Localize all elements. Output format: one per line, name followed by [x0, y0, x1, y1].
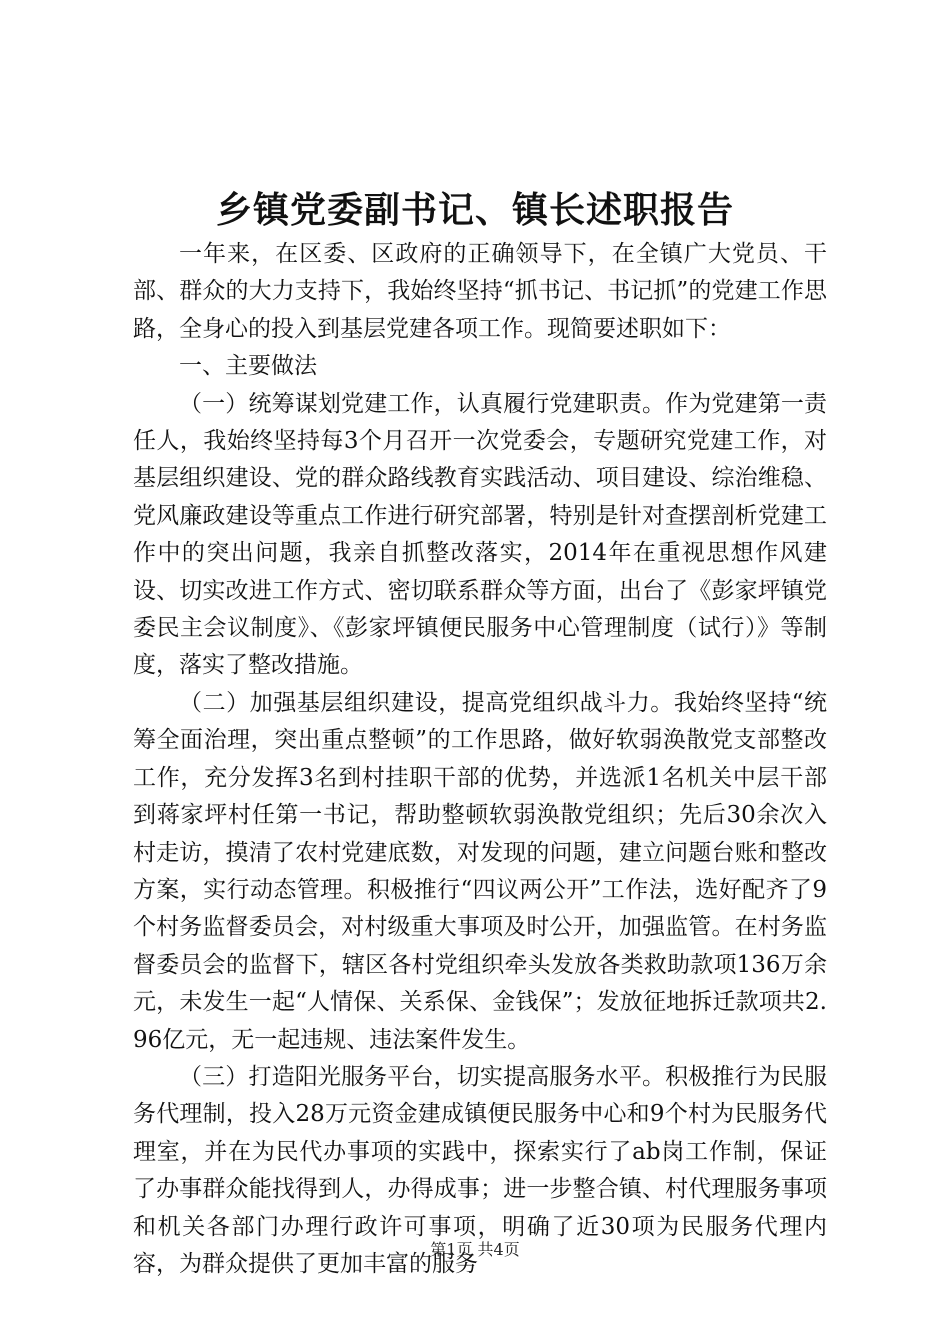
paragraph-item-2: （二）加强基层组织建设，提高党组织战斗力。我始终坚持“统筹全面治理，突出重点整顿”的工作思路，做好软弱涣散党支部整改工作，充分发挥3名到村挂职干部的优势，并选派1名机关中层干部到蒋家坪村任第一书记，帮助整顿软弱涣散党组织；先后30余次入村走访，摸清了农村党建底数，对发现的问题，建立问题台账和整改方案，实行动态管理。积极推行“四议两公开”工作法，选好配齐了9个村务监督委员会，对村级重大事项及时公开，加强监管。在村务监督委员会的监督下，辖区各村党组织牵头发放各类救助款项136万余元，未发生一起“人情保、关系保、金钱保”；发放征地拆迁款项共2.96亿元，无一起违规、违法案件发生。 — [133, 689, 827, 1053]
document-body — [133, 236, 827, 1283]
document-title: 乡镇党委副书记、镇长述职报告 — [215, 189, 734, 231]
page-footer: 第1页 共4页 — [430, 1240, 520, 1259]
paragraph-item-3: （三）打造阳光服务平台，切实提高服务水平。积极推行为民服务代理制，投入28万元资金建成镇便民服务中心和9个村为民服务代理室，并在为民代办事项的实践中，探索实行了ab岗工作制，保证了办事群众能找得到人，办得成事；进一步整合镇、村代理服务事项和机关各部门办理行政许可事项，明确了近30项为民服务代理内容，为群众提供了更加丰富的服务 — [133, 1063, 827, 1277]
intro-paragraph: 一年来，在区委、区政府的正确领导下，在全镇广大党员、干部、群众的大力支持下，我始终坚持“抓书记、书记抓”的党建工作思路，全身心的投入到基层党建各项工作。现简要述职如下： — [133, 241, 827, 342]
section-heading: 一、主要做法 — [179, 353, 317, 380]
paragraph-item-1: （一）统筹谋划党建工作，认真履行党建职责。作为党建第一责任人，我始终坚持每3个月召开一次党委会，专题研究党建工作，对基层组织建设、党的群众路线教育实践活动、项目建设、综治维稳、党风廉政建设等重点工作进行研究部署，特别是针对查摆剖析党建工作中的突出问题，我亲自抓整改落实，2014年在重视思想作风建设、切实改进工作方式、密切联系群众等方面，出台了《彭家坪镇党委民主会议制度》、《彭家坪镇便民服务中心管理制度（试行）》等制度，落实了整改措施。 — [133, 390, 827, 679]
